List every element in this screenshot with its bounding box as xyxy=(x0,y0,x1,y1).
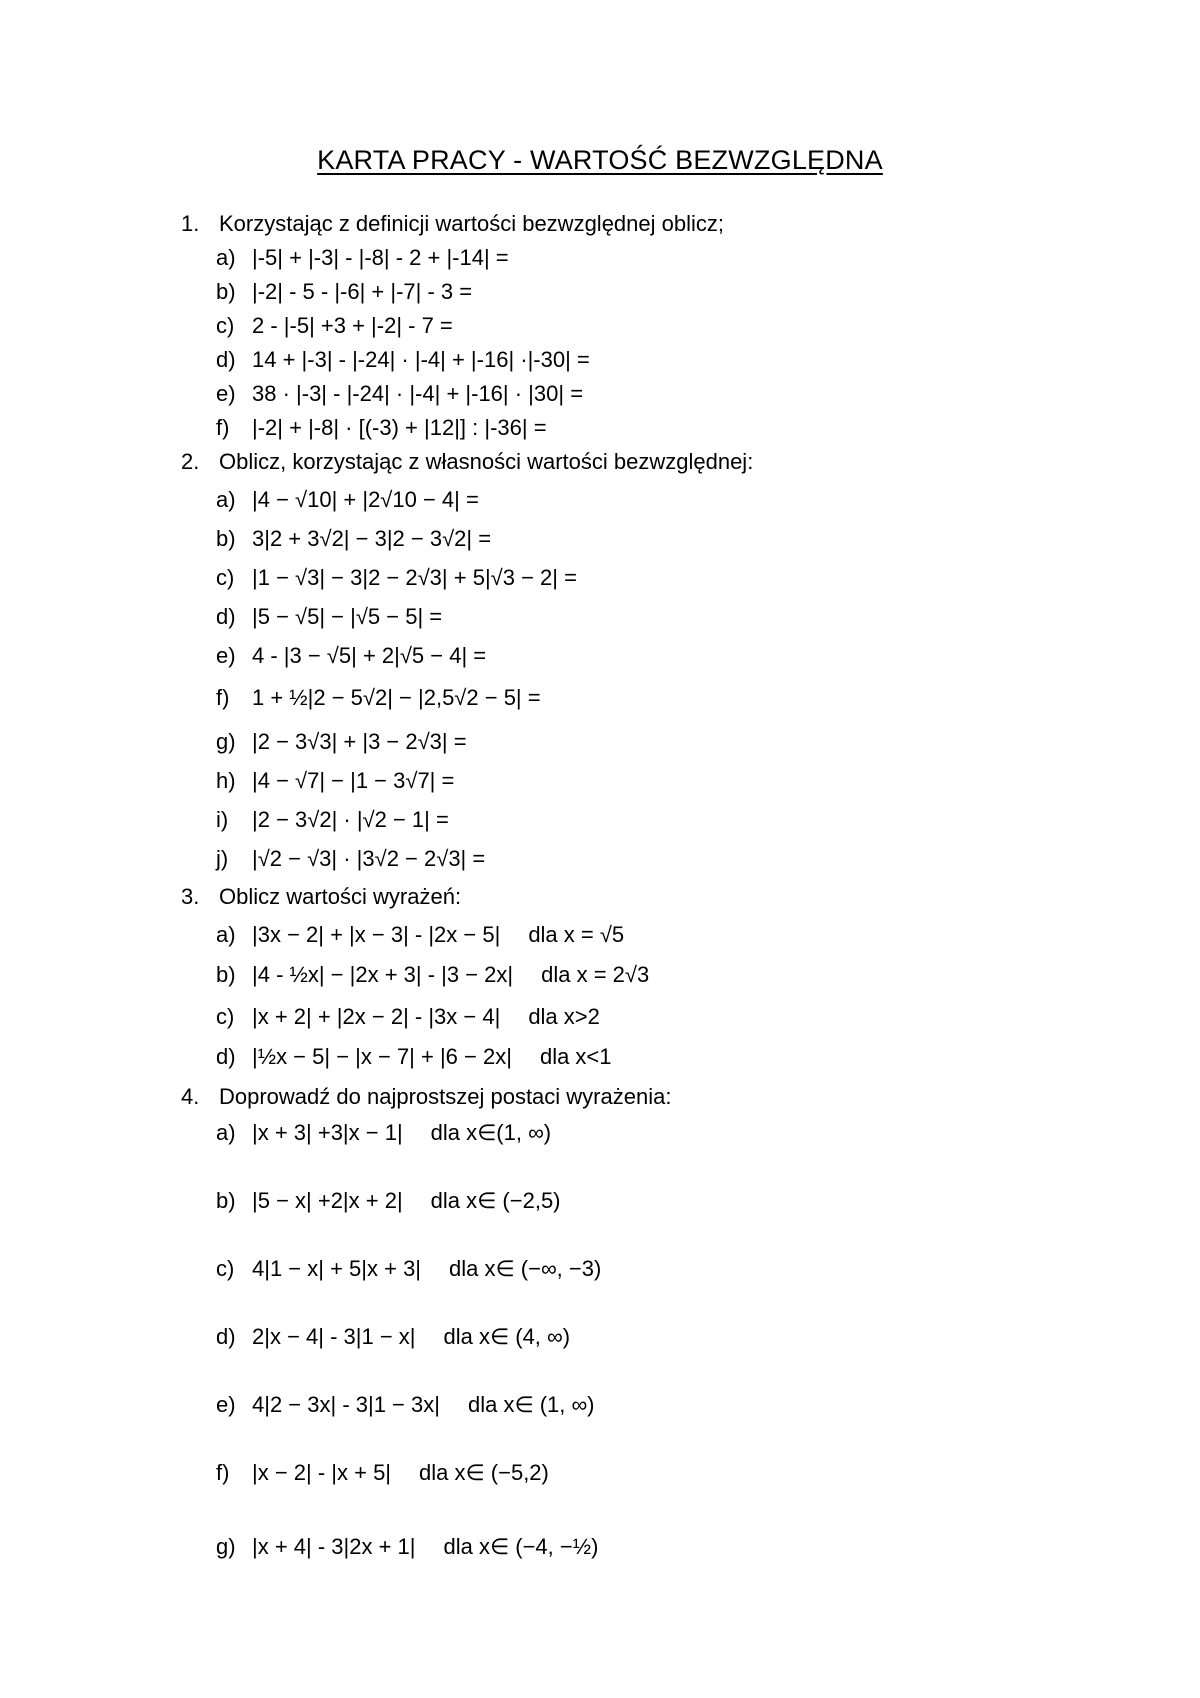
item-label: c) xyxy=(216,565,235,590)
question-text: Oblicz, korzystając z własności wartości bezwzględnej: xyxy=(219,449,754,474)
item-label: g) xyxy=(216,729,236,754)
item-label: b) xyxy=(216,526,236,551)
item-expression: |4 - ½x| − |2x + 3| - |3 − 2x| xyxy=(252,962,514,987)
item-label: d) xyxy=(216,1044,236,1069)
item-expression: |5 − √5| − |√5 − 5| = xyxy=(252,604,443,629)
list-item xyxy=(216,1534,598,1560)
list-item xyxy=(216,922,624,948)
item-label: f) xyxy=(216,1460,230,1485)
item-label: g) xyxy=(216,1534,236,1559)
item-expression: |x + 4| - 3|2x + 1| xyxy=(252,1534,416,1559)
list-item xyxy=(216,1120,551,1146)
item-expression: |4 − √7| − |1 − 3√7| = xyxy=(252,768,455,793)
list-item xyxy=(216,565,577,591)
question-number: 2. xyxy=(181,449,200,474)
item-expression: |2 − 3√3| + |3 − 2√3| = xyxy=(252,729,467,754)
item-expression: |4 − √10| + |2√10 − 4| = xyxy=(252,487,479,512)
list-item xyxy=(216,1324,570,1350)
list-item xyxy=(216,1460,549,1486)
item-label: c) xyxy=(216,1004,235,1029)
list-item xyxy=(216,415,547,441)
list-item xyxy=(216,487,479,513)
question-number: 1. xyxy=(181,211,200,236)
list-item xyxy=(216,347,590,373)
question-text: Doprowadź do najprostszej postaci wyrażenia: xyxy=(219,1084,672,1109)
list-item xyxy=(216,245,509,271)
item-label: a) xyxy=(216,922,236,947)
item-label: a) xyxy=(216,1120,236,1145)
item-condition: dla x∈ (−4, −½) xyxy=(443,1534,599,1559)
item-expression: 2 - |-5| +3 + |-2| - 7 = xyxy=(252,313,453,338)
question-text: Oblicz wartości wyrażeń: xyxy=(219,884,462,909)
item-condition: dla x>2 xyxy=(528,1004,600,1029)
item-condition: dla x∈ (−5,2) xyxy=(419,1460,549,1485)
list-item xyxy=(216,381,583,407)
list-item xyxy=(216,604,442,630)
item-condition: dla x = √5 xyxy=(528,922,625,947)
item-expression: |x + 2| + |2x − 2| - |3x − 4| xyxy=(252,1004,501,1029)
item-condition: dla x∈ (−2,5) xyxy=(430,1188,561,1213)
item-label: j) xyxy=(216,846,229,871)
item-label: i) xyxy=(216,807,229,832)
item-label: b) xyxy=(216,279,236,304)
list-item xyxy=(216,807,449,833)
item-expression: 2|x − 4| - 3|1 − x| xyxy=(252,1324,416,1349)
item-expression: |x + 3| +3|x − 1| xyxy=(252,1120,403,1145)
item-label: e) xyxy=(216,1392,236,1417)
item-label: e) xyxy=(216,643,236,668)
question-2-heading xyxy=(181,449,753,475)
item-expression: 4|2 − 3x| - 3|1 − 3x| xyxy=(252,1392,440,1417)
question-text: Korzystając z definicji wartości bezwzględnej oblicz; xyxy=(219,211,724,236)
question-number: 4. xyxy=(181,1084,200,1109)
item-expression: |-2| - 5 - |-6| + |-7| - 3 = xyxy=(252,279,473,304)
question-3-heading xyxy=(181,884,461,910)
list-item xyxy=(216,279,472,305)
item-label: a) xyxy=(216,487,236,512)
item-label: b) xyxy=(216,962,236,987)
list-item xyxy=(216,1044,612,1070)
item-expression: |√2 − √3| · |3√2 − 2√3| = xyxy=(252,846,486,871)
item-expression: 38 · |-3| - |-24| · |-4| + |-16| · |30| = xyxy=(252,381,584,406)
item-label: f) xyxy=(216,685,230,710)
list-item xyxy=(216,1392,595,1418)
question-1-heading xyxy=(181,211,724,237)
item-expression: |3x − 2| + |x − 3| - |2x − 5| xyxy=(252,922,501,947)
list-item xyxy=(216,526,491,552)
item-label: d) xyxy=(216,604,236,629)
question-number: 3. xyxy=(181,884,200,909)
item-label: h) xyxy=(216,768,236,793)
list-item xyxy=(216,962,649,988)
item-label: c) xyxy=(216,1256,235,1281)
item-expression: |1 − √3| − 3|2 − 2√3| + 5|√3 − 2| = xyxy=(252,565,577,590)
question-4-heading xyxy=(181,1084,671,1110)
item-label: f) xyxy=(216,415,230,440)
item-condition: dla x<1 xyxy=(539,1044,612,1069)
list-item xyxy=(216,729,467,755)
list-item xyxy=(216,313,453,339)
list-item xyxy=(216,846,485,872)
item-expression: |x − 2| - |x + 5| xyxy=(252,1460,392,1485)
item-expression: 4|1 − x| + 5|x + 3| xyxy=(252,1256,422,1281)
item-expression: |5 − x| +2|x + 2| xyxy=(252,1188,403,1213)
item-expression: |½x − 5| − |x − 7| + |6 − 2x| xyxy=(252,1044,512,1069)
item-label: d) xyxy=(216,347,236,372)
item-expression: |-5| + |-3| - |-8| - 2 + |-14| = xyxy=(252,245,509,270)
list-item xyxy=(216,685,541,711)
item-expression: 4 - |3 − √5| + 2|√5 − 4| = xyxy=(252,643,487,668)
item-expression: 1 + ½|2 − 5√2| − |2,5√2 − 5| = xyxy=(252,685,541,710)
item-condition: dla x∈ (−∞, −3) xyxy=(449,1256,602,1281)
item-expression: 14 + |-3| - |-24| · |-4| + |-16| ·|-30| = xyxy=(252,347,590,372)
list-item xyxy=(216,768,454,794)
item-condition: dla x = 2√3 xyxy=(541,962,650,987)
item-expression: |2 − 3√2| · |√2 − 1| = xyxy=(252,807,449,832)
page-title: KARTA PRACY - WARTOŚĆ BEZWZGLĘDNA xyxy=(317,145,883,175)
item-condition: dla x∈ (4, ∞) xyxy=(443,1324,571,1349)
list-item xyxy=(216,1188,561,1214)
list-item xyxy=(216,1256,601,1282)
item-label: c) xyxy=(216,313,235,338)
item-label: d) xyxy=(216,1324,236,1349)
item-condition: dla x∈ (1, ∞) xyxy=(467,1392,595,1417)
item-expression: |-2| + |-8| · [(-3) + |12|] : |-36| = xyxy=(252,415,547,440)
list-item xyxy=(216,1004,600,1030)
item-label: b) xyxy=(216,1188,236,1213)
item-label: a) xyxy=(216,245,236,270)
item-condition: dla x∈(1, ∞) xyxy=(430,1120,552,1145)
item-expression: 3|2 + 3√2| − 3|2 − 3√2| = xyxy=(252,526,492,551)
item-label: e) xyxy=(216,381,236,406)
list-item xyxy=(216,643,486,669)
